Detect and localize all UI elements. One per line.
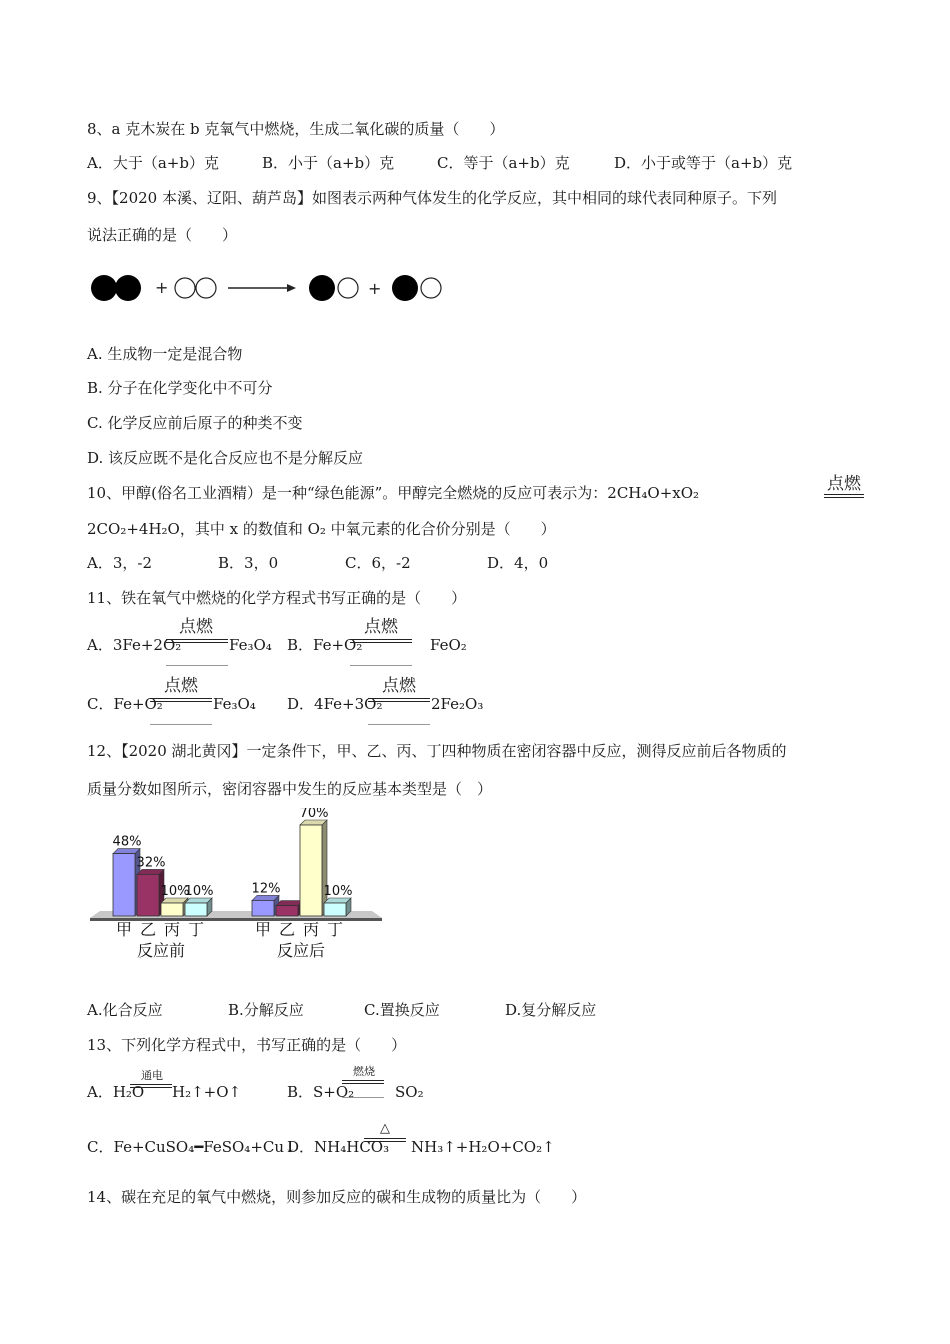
q10-condition: 点燃 [827,474,861,494]
q11-b-equal-sign [350,639,412,643]
q11-option-b-right: FeO₂ [430,636,467,654]
q8-option-b: B．小于（a+b）克 [262,154,395,172]
q13-d-condition: △ [380,1121,390,1136]
q13-option-d-left: D．NH₄HCO₃ [287,1138,390,1156]
q14-stem: 14、碳在充足的氧气中燃烧，则参加反应的碳和生成物的质量比为（ ） [87,1188,587,1206]
bar-front [324,903,346,916]
bar-after-0 [252,895,279,916]
q10-option-d: D．4，0 [487,554,549,572]
q10-stem-line2: 2CO₂+4H₂O，其中 x 的数值和 O₂ 中氧元素的化合价分别是（ ） [87,520,556,538]
data-label: 10% [160,884,190,899]
q11-option-d-left: D．4Fe+3O₂ [287,695,383,713]
white-atom [338,278,358,298]
q13-option-a-left: A．H₂O [87,1083,145,1101]
q12-stem-line1: 12、【2020 湖北黄冈】一定条件下，甲、乙、丙、丁四种物质在密闭容器中反应，测得反应前后各物质的 [87,742,787,760]
q12-option-b: B.分解反应 [228,1001,304,1019]
arrow-head-icon [287,284,296,292]
black-atom [392,275,418,301]
bar-before-3 [185,898,212,916]
q12-stem-line2: 质量分数如图所示，密闭容器中发生的反应基本类型是（ ） [87,780,493,798]
white-atom [175,278,195,298]
category-label: 乙 [278,920,296,939]
bar-before-2 [161,898,188,916]
data-label: 10% [323,884,353,899]
q11-d-equal-sign [368,698,430,702]
q10-option-b: B．3，0 [218,554,279,572]
plus-sign: + [368,279,382,298]
q9-stem-line2: 说法正确的是（ ） [87,226,238,244]
q9-stem-line1: 9、【2020 本溪、辽阳、葫芦岛】如图表示两种气体发生的化学反应，其中相同的球代表同种原子。下列 [87,189,777,207]
q8-stem: 8、a 克木炭在 b 克氧气中燃烧，生成二氧化碳的质量（ ） [87,120,505,138]
bar-after-1 [276,901,303,916]
white-atom [196,278,216,298]
q11-option-a-right: Fe₃O₄ [229,636,272,654]
q13-option-a-right: H₂↑+O↑ [172,1083,242,1101]
plus-sign: + [155,278,169,297]
q11-option-c-left: C．Fe+O₂ [87,695,163,713]
bar-front [113,854,135,916]
black-atom [309,275,335,301]
q13-a-equal-sign [130,1084,172,1088]
category-label: 乙 [139,920,157,939]
q11-b-condition: 点燃 [364,617,398,637]
q12-option-c: C.置换反应 [364,1001,440,1019]
q13-option-d-right: NH₃↑+H₂O+CO₂↑ [411,1138,555,1156]
q13-option-b-right: SO₂ [395,1083,424,1101]
q13-option-b-left: B．S+O₂ [287,1083,355,1101]
category-label: 甲 [115,920,133,939]
q13-stem: 13、下列化学方程式中，书写正确的是（ ） [87,1036,407,1054]
q11-a-underline [166,665,228,666]
q11-option-a-left: A．3Fe+2O₂ [87,636,182,654]
q8-option-a: A．大于（a+b）克 [87,154,219,172]
black-atom [115,275,141,301]
bar-top [276,901,303,906]
bar-after-2 [300,820,327,916]
q11-c-underline [150,724,212,725]
q10-equal-sign [824,494,864,498]
q11-option-b-left: B．Fe+O₂ [287,636,363,654]
q13-option-c: C．Fe+CuSO₄━FeSO₄+Cu↓ [87,1138,297,1156]
q11-a-condition: 点燃 [179,617,213,637]
q13-a-condition: 通电 [141,1069,163,1082]
mass-fraction-bar-chart [85,808,390,968]
q11-option-d-right: 2Fe₂O₃ [431,695,484,713]
q11-a-equal-sign [166,639,228,643]
white-atom [421,278,441,298]
q10-option-a: A．3，-2 [87,554,152,572]
q13-b-condition: 燃烧 [353,1065,375,1078]
q12-option-a: A.化合反应 [87,1001,163,1019]
q10-option-c: C．6，-2 [345,554,411,572]
q11-c-condition: 点燃 [164,676,198,696]
q9-option-c: C. 化学反应前后原子的种类不变 [87,414,303,432]
category-label: 丙 [163,920,181,939]
data-label: 48% [112,834,142,850]
bar-after-3 [324,898,351,916]
q11-b-underline [350,665,412,666]
q13-d-equal-sign [364,1138,406,1142]
category-label: 甲 [254,920,272,939]
molecule-reaction-diagram [85,264,455,312]
black-atom [91,275,117,301]
q9-option-a: A. 生成物一定是混合物 [87,345,243,363]
q13-b-underline [342,1097,384,1098]
q11-stem: 11、铁在氧气中燃烧的化学方程式书写正确的是（ ） [87,589,467,607]
q9-option-d: D. 该反应既不是化合反应也不是分解反应 [87,449,364,467]
q11-option-c-right: Fe₃O₄ [213,695,256,713]
series-label-after: 反应后 [276,941,326,960]
bar-front [252,900,274,916]
bar-front [137,874,159,916]
data-label: 70% [299,808,329,821]
q10-stem-line1: 10、甲醇(俗名工业酒精）是一种“绿色能源”。甲醇完全燃烧的反应可表示为：2CH₄O+xO₂ [87,484,700,502]
category-label: 丁 [187,920,205,939]
q13-b-equal-sign [342,1080,384,1084]
q9-option-b: B. 分子在化学变化中不可分 [87,379,273,397]
data-label: 32% [136,855,166,871]
category-label: 丁 [326,920,344,939]
category-label: 丙 [302,920,320,939]
bar-front [276,906,298,916]
q11-c-equal-sign [150,698,212,702]
data-label: 10% [184,884,214,899]
q8-option-d: D．小于或等于（a+b）克 [614,154,793,172]
q11-d-condition: 点燃 [382,676,416,696]
series-label-before: 反应前 [136,941,186,960]
bar-front [161,903,183,916]
q8-option-c: C．等于（a+b）克 [437,154,570,172]
q11-d-underline [368,724,430,725]
q12-option-d: D.复分解反应 [505,1001,597,1019]
bar-front [185,903,207,916]
bar-front [300,825,322,916]
data-label: 12% [251,881,281,897]
